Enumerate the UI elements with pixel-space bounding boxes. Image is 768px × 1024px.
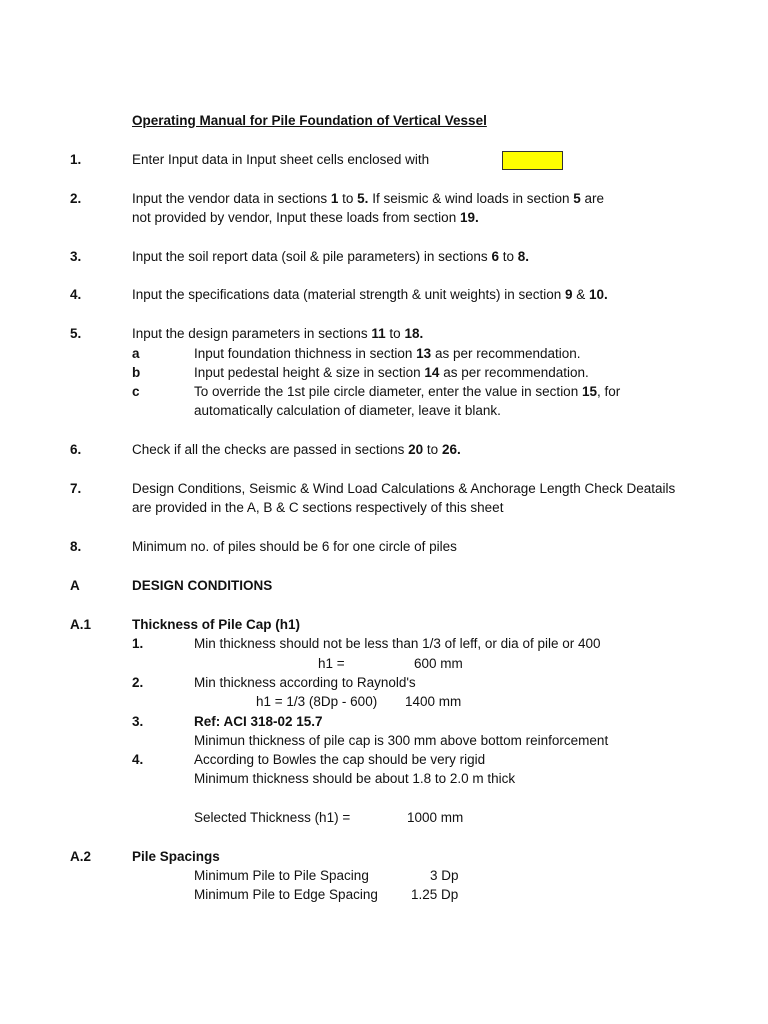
subsection-heading: Pile Spacings <box>132 849 220 864</box>
item-text: Min thickness according to Raynold's <box>194 675 416 690</box>
item-text: Min thickness should not be less than 1/3 of leff, or dia of pile or 400 <box>194 636 601 651</box>
reference: Ref: ACI 318-02 15.7 <box>194 714 323 729</box>
sub-item-letter: c <box>132 384 140 399</box>
step-number: 7. <box>70 481 82 496</box>
sub-item-text: Input pedestal height & size in section 14 as per recommendation. <box>194 365 589 380</box>
selected-thickness-value: 1000 mm <box>407 810 464 825</box>
step-text: Design Conditions, Seismic & Wind Load Calculations & Anchorage Length Check Deatails <box>132 481 676 496</box>
item-number: 4. <box>132 752 144 767</box>
step-text: Input the specifications data (material strength & unit weights) in section 9 & 10. <box>132 287 608 302</box>
step-text: Input the soil report data (soil & pile parameters) in sections 6 to 8. <box>132 249 529 264</box>
item-number: 1. <box>132 636 144 651</box>
sub-item-text: To override the 1st pile circle diameter, enter the value in section 15, for <box>194 384 621 399</box>
step-text: are provided in the A, B & C sections respectively of this sheet <box>132 500 504 515</box>
subsection-heading: Thickness of Pile Cap (h1) <box>132 617 301 632</box>
step-number: 5. <box>70 326 82 341</box>
item-text: Minimum thickness should be about 1.8 to 2.0 m thick <box>194 771 516 786</box>
spacing-value: 1.25 Dp <box>411 887 459 902</box>
sub-item-letter: a <box>132 346 140 361</box>
item-text: According to Bowles the cap should be very rigid <box>194 752 486 767</box>
step-text: Enter Input data in Input sheet cells enclosed with <box>132 152 430 167</box>
spacing-label: Minimum Pile to Edge Spacing <box>194 887 378 902</box>
item-text: Minimun thickness of pile cap is 300 mm above bottom reinforcement <box>194 733 609 748</box>
input-cell-sample <box>502 151 563 170</box>
page-title: Operating Manual for Pile Foundation of Vertical Vessel <box>132 113 487 128</box>
step-text: Minimum no. of piles should be 6 for one circle of piles <box>132 539 457 554</box>
step-number: 3. <box>70 249 82 264</box>
calc-label: h1 = 1/3 (8Dp - 600) <box>256 694 378 709</box>
spacing-label: Minimum Pile to Pile Spacing <box>194 868 369 883</box>
calc-value: 1400 mm <box>405 694 462 709</box>
section-label: A <box>70 578 80 593</box>
step-text: Check if all the checks are passed in sections 20 to 26. <box>132 442 461 457</box>
sub-item-text: automatically calculation of diameter, leave it blank. <box>194 403 501 418</box>
step-number: 1. <box>70 152 82 167</box>
subsection-label: A.2 <box>70 849 92 864</box>
calc-label: h1 = <box>318 656 345 671</box>
subsection-label: A.1 <box>70 617 92 632</box>
sub-item-text: Input foundation thichness in section 13 as per recommendation. <box>194 346 581 361</box>
calc-value: 600 mm <box>414 656 463 671</box>
step-text: Input the vendor data in sections 1 to 5. If seismic & wind loads in section 5 are <box>132 191 605 206</box>
item-number: 3. <box>132 714 144 729</box>
step-number: 2. <box>70 191 82 206</box>
selected-thickness-label: Selected Thickness (h1) = <box>194 810 351 825</box>
step-number: 4. <box>70 287 82 302</box>
section-heading: DESIGN CONDITIONS <box>132 578 273 593</box>
sub-item-letter: b <box>132 365 141 380</box>
step-text: Input the design parameters in sections 11 to 18. <box>132 326 424 341</box>
item-number: 2. <box>132 675 144 690</box>
step-text: not provided by vendor, Input these loads from section 19. <box>132 210 479 225</box>
step-number: 8. <box>70 539 82 554</box>
step-number: 6. <box>70 442 82 457</box>
spacing-value: 3 Dp <box>430 868 459 883</box>
